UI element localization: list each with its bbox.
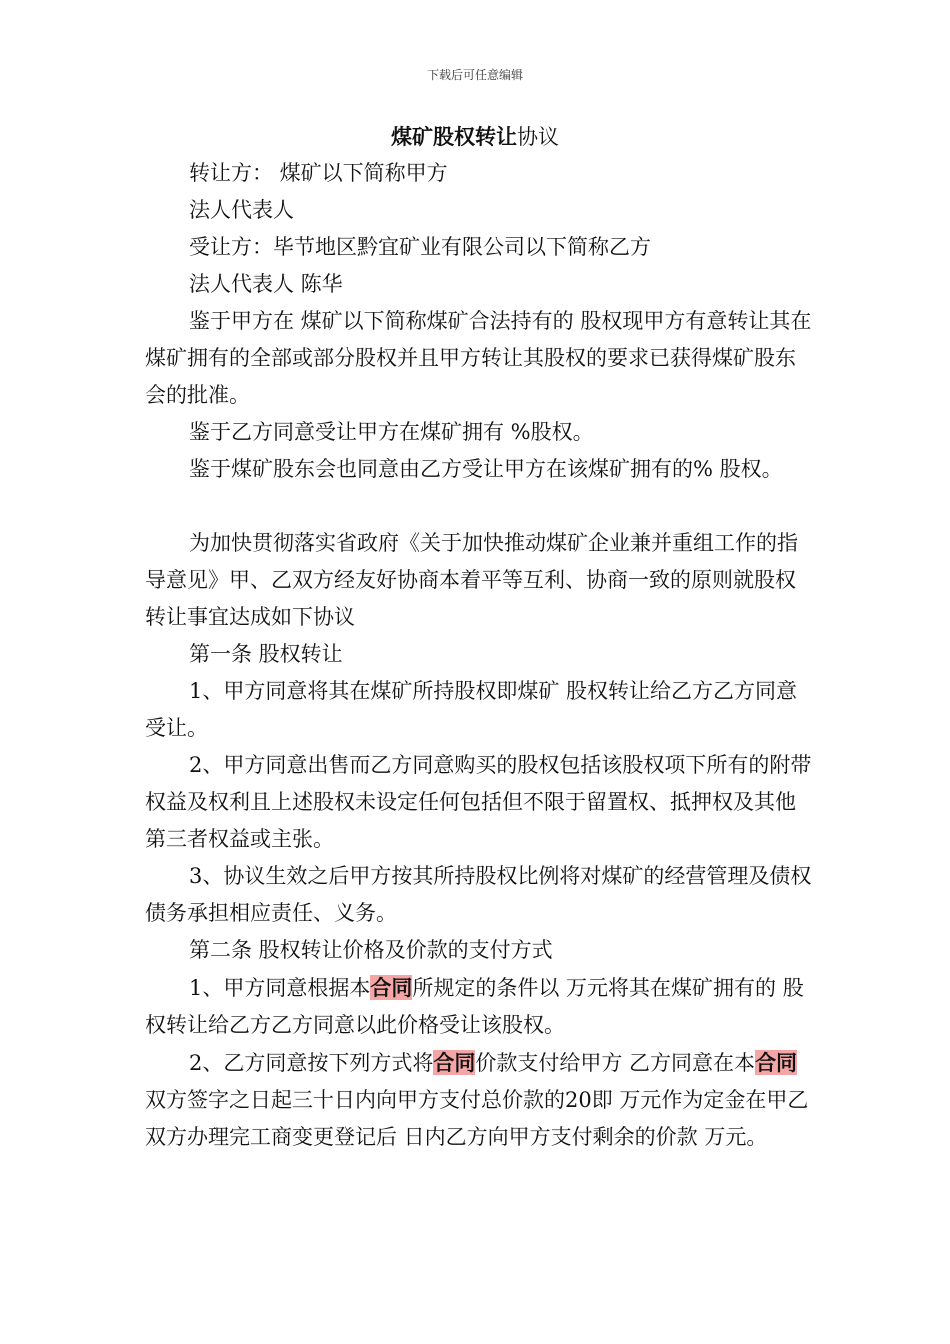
transferor-rep-line: 法人代表人	[189, 198, 294, 222]
text-segment: 价款支付给甲方 乙方同意在本	[475, 1051, 756, 1075]
article-1-item-2: 2、甲方同意出售而乙方同意购买的股权包括该股权项下所有的附带权益及权利且上述股权未设定任何包括但不限于留置权、抵押权及其他第三者权益或主张。	[145, 753, 812, 851]
recital-3: 鉴于煤矿股东会也同意由乙方受让甲方在该煤矿拥有的% 股权。	[189, 457, 783, 481]
document-title	[0, 122, 950, 152]
article-1-item-3: 3、协议生效之后甲方按其所持股权比例将对煤矿的经营管理及债权债务承担相应责任、义务。	[145, 864, 812, 925]
recital-1: 鉴于甲方在 煤矿以下简称煤矿合法持有的 股权现甲方有意转让其在煤矿拥有的全部或部分股权并且甲方转让其股权的要求已获得煤矿股东会的批准。	[145, 309, 812, 407]
transferee-line: 受让方：毕节地区黔宜矿业有限公司以下简称乙方	[189, 235, 651, 259]
highlighted-term: 合同	[433, 1050, 476, 1075]
text-segment: 双方签字之日起三十日内向甲方支付总价款的20即 万元作为定金在甲乙双方办理完工商变更登记后 日内乙方向甲方支付剩余的价款 万元。	[145, 1088, 809, 1149]
article-2-item-2	[145, 1044, 815, 1156]
recital-2: 鉴于乙方同意受让甲方在煤矿拥有 %股权。	[189, 420, 594, 444]
title-bold-part: 煤矿股权转让	[391, 124, 517, 149]
highlighted-term: 合同	[370, 975, 413, 1000]
text-segment: 所规定的条件以 万元将其在煤矿拥有的 股权转让给乙方乙方同意以此价格受让该股权。	[145, 976, 804, 1037]
text-segment: 2、乙方同意按下列方式将	[189, 1051, 434, 1075]
article-1-title: 第一条 股权转让	[189, 642, 343, 666]
highlighted-term: 合同	[755, 1050, 798, 1075]
article-2-item-1	[145, 969, 815, 1044]
transferor-line: 转让方： 煤矿以下简称甲方	[189, 161, 448, 185]
page-header: 下载后可任意编辑	[426, 68, 523, 82]
transferee-rep-line: 法人代表人 陈华	[189, 272, 343, 296]
preamble: 为加快贯彻落实省政府《关于加快推动煤矿企业兼并重组工作的指导意见》甲、乙双方经友好协商本着平等互利、协商一致的原则就股权转让事宜达成如下协议	[145, 531, 798, 629]
article-1-item-1: 1、甲方同意将其在煤矿所持股权即煤矿 股权转让给乙方乙方同意受让。	[145, 679, 798, 740]
article-2-title: 第二条 股权转让价格及价款的支付方式	[189, 938, 553, 962]
text-segment: 1、甲方同意根据本	[189, 976, 371, 1000]
document-body	[145, 155, 815, 1156]
title-rest-part: 协议	[517, 125, 559, 149]
